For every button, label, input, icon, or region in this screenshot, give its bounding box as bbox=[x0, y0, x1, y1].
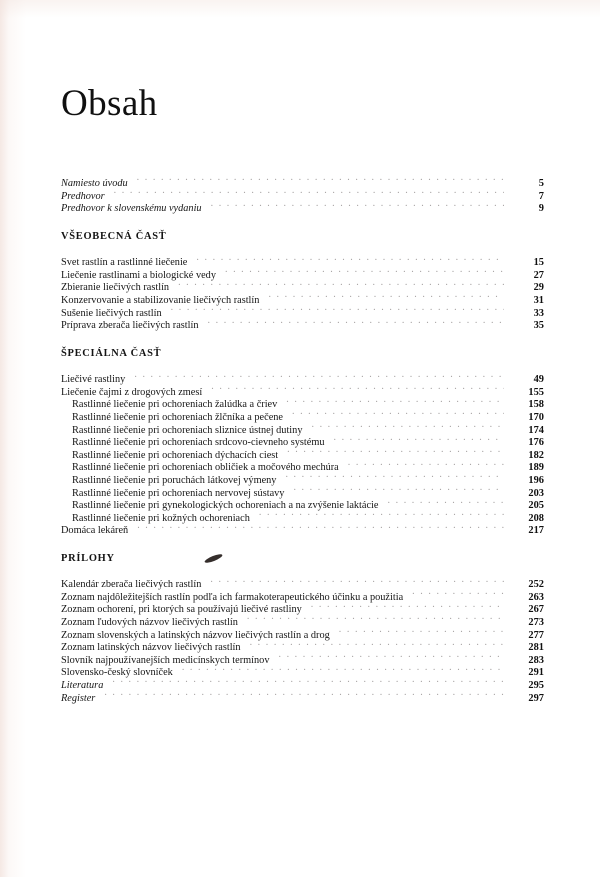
toc-entry[interactable] bbox=[61, 306, 544, 319]
toc-entry[interactable] bbox=[61, 255, 544, 268]
toc-entry-label: Zoznam ľudových názvov liečivých rastlín bbox=[61, 617, 238, 629]
toc-entry-label: Namiesto úvodu bbox=[61, 178, 128, 189]
toc-entry[interactable] bbox=[61, 640, 544, 653]
toc-entry[interactable] bbox=[61, 628, 544, 641]
toc-entry[interactable] bbox=[61, 511, 544, 524]
toc-entry-page-number: 7 bbox=[538, 190, 544, 202]
leader-dots bbox=[114, 189, 504, 199]
toc-section-heading: VŠEOBECNÁ ČASŤ bbox=[61, 230, 167, 242]
leader-dots bbox=[171, 306, 504, 316]
toc-entry-label: Zoznam najdôležitejších rastlín podľa ich farmakoterapeutického účinku a použitia bbox=[61, 591, 404, 603]
section-spacer bbox=[61, 214, 544, 232]
toc-entry-page-number: 33 bbox=[533, 307, 544, 319]
toc-entry-label: Príprava zberača liečivých rastlín bbox=[61, 320, 199, 332]
toc-entry[interactable] bbox=[61, 189, 544, 202]
toc-entry[interactable] bbox=[61, 318, 544, 331]
toc-entry-label: Zoznam ochorení, pri ktorých sa používajú liečivé rastliny bbox=[61, 604, 302, 616]
leader-dots bbox=[311, 423, 504, 433]
toc-entry-label: Rastlinné liečenie pri poruchách látkovej výmeny bbox=[72, 474, 277, 486]
toc-entry-page-number: 283 bbox=[528, 654, 544, 666]
scan-edge-artifact-left bbox=[0, 0, 26, 877]
toc-entry-page-number: 174 bbox=[528, 424, 544, 436]
toc-entry[interactable] bbox=[61, 691, 544, 704]
toc-entry[interactable] bbox=[61, 498, 544, 511]
leader-dots bbox=[196, 255, 504, 265]
toc-entry-label: Rastlinné liečenie pri gynekologických ochoreniach a na zvýšenie laktácie bbox=[72, 500, 379, 512]
toc-entry-label: Slovensko-český slovníček bbox=[61, 667, 173, 679]
toc-entry-page-number: 15 bbox=[533, 257, 544, 269]
leader-dots bbox=[259, 511, 504, 521]
toc-entry-label: Predhovor k slovenskému vydaniu bbox=[61, 203, 202, 215]
toc-entry-label: Rastlinné liečenie pri ochoreniach žalúdka a čriev bbox=[72, 399, 278, 411]
leader-dots bbox=[311, 602, 504, 612]
toc-entry-page-number: 35 bbox=[533, 320, 544, 332]
toc-entry-label: Liečenie čajmi z drogových zmesí bbox=[61, 386, 203, 398]
toc-entry-page-number: 273 bbox=[528, 617, 544, 629]
toc-entry-label: Zoznam latinských názvov liečivých rastlín bbox=[61, 642, 241, 654]
toc-entry-page-number: 196 bbox=[528, 474, 544, 486]
toc-entry-page-number: 170 bbox=[528, 411, 544, 423]
toc-entry-page-number: 252 bbox=[528, 579, 544, 591]
toc-entry-page-number: 277 bbox=[528, 629, 544, 641]
toc-entry-page-number: 297 bbox=[528, 692, 544, 704]
toc-entry-label: Zbieranie liečivých rastlín bbox=[61, 282, 170, 294]
toc-entry[interactable] bbox=[61, 473, 544, 486]
toc-entry[interactable] bbox=[61, 293, 544, 306]
toc-entry-label: Zoznam slovenských a latinských názvov liečivých rastlín a drog bbox=[61, 629, 330, 641]
leader-dots bbox=[348, 460, 504, 470]
leader-dots bbox=[178, 280, 504, 290]
leader-dots bbox=[268, 293, 504, 303]
toc-entry-label: Rastlinné liečenie pri kožných ochoreniach bbox=[72, 512, 250, 524]
toc-entry-label: Rastlinné liečenie pri ochoreniach srdcovo-cievneho systému bbox=[72, 437, 325, 449]
toc-entry-label: Svet rastlín a rastlinné liečenie bbox=[61, 257, 188, 269]
toc-entry-page-number: 263 bbox=[528, 591, 544, 603]
scan-edge-artifact-top bbox=[0, 0, 600, 18]
leader-dots bbox=[182, 665, 504, 675]
leader-dots bbox=[247, 615, 504, 625]
toc-entry-page-number: 5 bbox=[538, 178, 544, 189]
toc-entry-page-number: 158 bbox=[528, 399, 544, 411]
toc-entry-label: Predhovor bbox=[61, 190, 105, 202]
toc-entry-label: Rastlinné liečenie pri ochoreniach žlčníka a pečene bbox=[72, 411, 283, 423]
leader-dots bbox=[286, 397, 504, 407]
toc-entry-label: Slovník najpoužívanejších medicínskych termínov bbox=[61, 654, 270, 666]
toc-entry-page-number: 9 bbox=[538, 203, 544, 215]
toc-entry-label: Sušenie liečivých rastlín bbox=[61, 307, 162, 319]
toc-entry[interactable] bbox=[61, 615, 544, 628]
toc-entry-label: Rastlinné liečenie pri ochoreniach nervovej sústavy bbox=[72, 487, 285, 499]
toc-entry-page-number: 291 bbox=[528, 667, 544, 679]
toc-section-heading: PRÍLOHY bbox=[61, 552, 115, 564]
page-title: Obsah bbox=[61, 82, 158, 124]
toc-entry-label: Liečivé rastliny bbox=[61, 374, 126, 386]
leader-dots bbox=[211, 201, 504, 211]
leader-dots bbox=[285, 473, 504, 483]
leader-dots bbox=[225, 268, 504, 278]
toc-entry[interactable] bbox=[61, 372, 544, 385]
toc-entry-page-number: 27 bbox=[533, 269, 544, 281]
toc-entry-page-number: 182 bbox=[528, 449, 544, 461]
toc-entry-label: Rastlinné liečenie pri ochoreniach sliznice ústnej dutiny bbox=[72, 424, 303, 436]
leader-dots bbox=[208, 318, 504, 328]
leader-dots bbox=[292, 410, 504, 420]
toc-entry-list bbox=[61, 176, 544, 703]
leader-dots bbox=[287, 448, 504, 458]
toc-entry-page-number: 31 bbox=[533, 294, 544, 306]
toc-entry-label: Literatura bbox=[61, 680, 104, 692]
toc-entry-page-number: 267 bbox=[528, 604, 544, 616]
leader-dots bbox=[210, 577, 504, 587]
toc-entry-label: Liečenie rastlinami a biologické vedy bbox=[61, 269, 216, 281]
leader-dots bbox=[134, 372, 504, 382]
toc-entry-label: Domáca lekáreň bbox=[61, 525, 129, 537]
toc-entry[interactable] bbox=[61, 523, 544, 536]
toc-entry-page-number: 203 bbox=[528, 487, 544, 499]
toc-entry-page-number: 189 bbox=[528, 462, 544, 474]
leader-dots bbox=[293, 486, 504, 496]
toc-entry[interactable] bbox=[61, 268, 544, 281]
heading-spacer bbox=[61, 359, 544, 372]
leader-dots bbox=[412, 590, 504, 600]
toc-entry-label: Register bbox=[61, 692, 96, 704]
toc-entry-page-number: 176 bbox=[528, 437, 544, 449]
toc-entry[interactable] bbox=[61, 176, 544, 189]
leader-dots bbox=[211, 385, 504, 395]
toc-entry-label: Rastlinné liečenie pri ochoreniach dýchacích ciest bbox=[72, 449, 279, 461]
toc-entry-page-number: 49 bbox=[533, 374, 544, 386]
toc-entry[interactable] bbox=[61, 577, 544, 590]
section-spacer bbox=[61, 536, 544, 554]
toc-entry[interactable] bbox=[61, 602, 544, 615]
toc-entry-page-number: 295 bbox=[528, 680, 544, 692]
toc-entry[interactable] bbox=[61, 678, 544, 691]
toc-entry-label: Rastlinné liečenie pri ochoreniach obličiek a močového mechúra bbox=[72, 462, 339, 474]
toc-entry[interactable] bbox=[61, 397, 544, 410]
leader-dots bbox=[137, 523, 504, 533]
toc-entry[interactable] bbox=[61, 665, 544, 678]
leader-dots bbox=[250, 640, 504, 650]
toc-entry[interactable] bbox=[61, 653, 544, 666]
toc-entry[interactable] bbox=[61, 385, 544, 398]
toc-entry[interactable] bbox=[61, 280, 544, 293]
toc-entry-label: Konzervovanie a stabilizovanie liečivých rastlín bbox=[61, 294, 260, 306]
heading-spacer bbox=[61, 242, 544, 255]
toc-entry[interactable] bbox=[61, 486, 544, 499]
toc-entry-page-number: 217 bbox=[528, 525, 544, 537]
toc-entry-page-number: 208 bbox=[528, 512, 544, 524]
leader-dots bbox=[104, 691, 504, 701]
toc-section-heading: ŠPECIÁLNA ČASŤ bbox=[61, 347, 162, 359]
toc-entry-label: Kalendár zberača liečivých rastlín bbox=[61, 579, 202, 591]
toc-entry[interactable] bbox=[61, 448, 544, 461]
leader-dots bbox=[112, 678, 504, 688]
heading-spacer bbox=[61, 564, 544, 577]
toc-entry[interactable] bbox=[61, 435, 544, 448]
toc-entry-page-number: 155 bbox=[528, 386, 544, 398]
leader-dots bbox=[137, 176, 504, 186]
toc-entry-page-number: 29 bbox=[533, 282, 544, 294]
section-spacer bbox=[61, 331, 544, 349]
leader-dots bbox=[278, 653, 504, 663]
toc-entry[interactable] bbox=[61, 590, 544, 603]
leader-dots bbox=[388, 498, 505, 508]
leader-dots bbox=[339, 628, 504, 638]
toc-entry-page-number: 281 bbox=[528, 642, 544, 654]
leader-dots bbox=[333, 435, 504, 445]
toc-entry[interactable] bbox=[61, 410, 544, 423]
toc-entry-page-number: 205 bbox=[528, 500, 544, 512]
toc-entry[interactable] bbox=[61, 460, 544, 473]
toc-entry[interactable] bbox=[61, 201, 544, 214]
toc-entry[interactable] bbox=[61, 423, 544, 436]
